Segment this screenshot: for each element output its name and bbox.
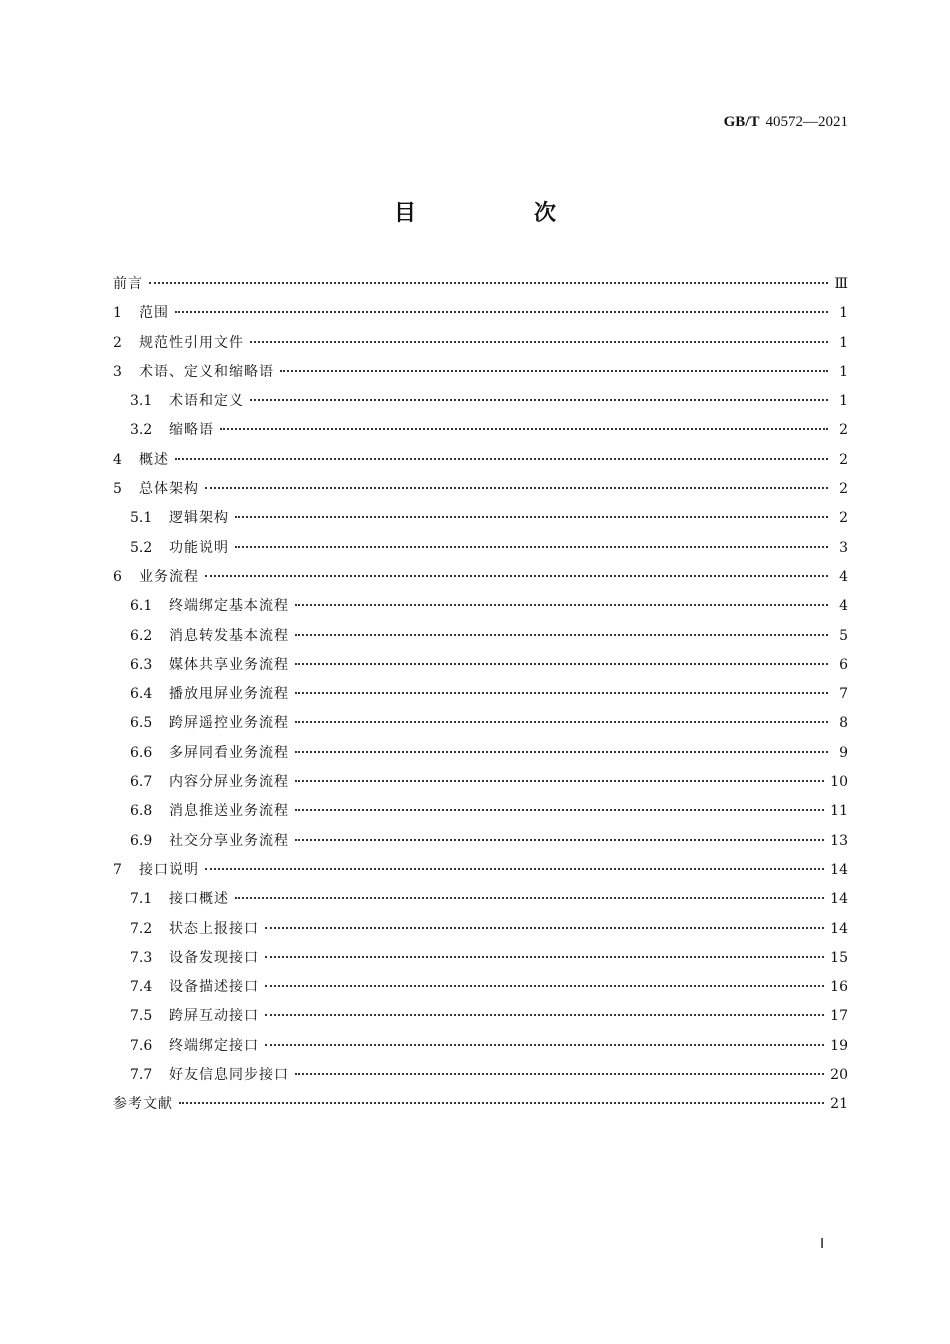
toc-entry-page: 1 <box>839 363 848 380</box>
table-of-contents <box>113 270 848 1120</box>
toc-entry[interactable] <box>113 944 848 973</box>
toc-entry-page: 9 <box>839 744 848 761</box>
toc-dot-leader <box>175 310 828 313</box>
toc-entry[interactable] <box>113 622 848 651</box>
toc-entry[interactable] <box>113 739 848 768</box>
standard-year-number: 40572—2021 <box>765 114 848 130</box>
toc-entry[interactable] <box>113 592 848 621</box>
toc-entry-number: 7.6 <box>130 1037 153 1054</box>
toc-dot-leader <box>280 369 828 372</box>
toc-entry-page: Ⅲ <box>834 276 848 292</box>
toc-entry-page: 2 <box>839 510 848 527</box>
toc-entry-label: 逻辑架构 <box>169 510 229 527</box>
toc-entry[interactable] <box>113 270 848 299</box>
toc-entry-page: 16 <box>830 979 848 996</box>
toc-entry-label: 功能说明 <box>169 539 229 556</box>
toc-entry-page: 20 <box>830 1067 848 1084</box>
toc-entry-page: 11 <box>830 803 848 820</box>
toc-dot-leader <box>265 926 824 929</box>
toc-entry[interactable] <box>113 504 848 533</box>
toc-dot-leader <box>265 1013 824 1016</box>
toc-entry-label: 缩略语 <box>169 422 214 439</box>
toc-entry-number: 6.9 <box>130 832 153 849</box>
toc-entry-page: 19 <box>830 1037 848 1054</box>
toc-entry[interactable] <box>113 885 848 914</box>
toc-dot-leader <box>295 808 824 811</box>
toc-entry-label: 消息转发基本流程 <box>169 627 289 644</box>
toc-entry-label: 范围 <box>139 305 169 322</box>
toc-entry-label: 术语和定义 <box>169 393 244 410</box>
toc-entry-page: 17 <box>830 1008 848 1025</box>
toc-entry-label: 跨屏互动接口 <box>169 1008 259 1025</box>
toc-entry[interactable] <box>113 387 848 416</box>
toc-entry-label: 多屏同看业务流程 <box>169 744 289 761</box>
toc-entry-page: 21 <box>830 1096 848 1113</box>
toc-entry-page: 14 <box>830 861 848 878</box>
toc-entry-label: 消息推送业务流程 <box>169 803 289 820</box>
toc-entry-number: 1 <box>113 305 122 322</box>
toc-entry[interactable] <box>113 329 848 358</box>
toc-entry-page: 14 <box>830 920 848 937</box>
toc-entry-number: 7.4 <box>130 979 153 996</box>
toc-dot-leader <box>179 1101 824 1104</box>
toc-entry[interactable] <box>113 446 848 475</box>
toc-dot-leader <box>295 1072 824 1075</box>
toc-dot-leader <box>235 545 828 548</box>
toc-entry-number: 4 <box>113 451 122 468</box>
toc-entry-page: 2 <box>839 481 848 498</box>
toc-dot-leader <box>295 662 828 665</box>
toc-entry-page: 6 <box>839 656 848 673</box>
toc-entry[interactable] <box>113 680 848 709</box>
toc-entry-page: 1 <box>839 393 848 410</box>
toc-dot-leader <box>265 984 824 987</box>
toc-entry-number: 6.3 <box>130 656 153 673</box>
toc-entry[interactable] <box>113 1002 848 1031</box>
page-number: Ⅰ <box>820 1237 825 1252</box>
toc-dot-leader <box>295 603 828 606</box>
toc-entry-page: 4 <box>839 598 848 615</box>
toc-entry-label: 总体架构 <box>139 481 199 498</box>
toc-entry-number: 7.3 <box>130 949 153 966</box>
toc-entry-page: 2 <box>839 422 848 439</box>
toc-dot-leader <box>149 281 828 284</box>
toc-entry-number: 6.8 <box>130 803 153 820</box>
toc-entry-number: 6.7 <box>130 774 153 791</box>
toc-entry-page: 10 <box>830 774 848 791</box>
toc-entry-label: 好友信息同步接口 <box>169 1067 289 1084</box>
toc-entry-label: 播放甩屏业务流程 <box>169 686 289 703</box>
toc-entry-number: 6 <box>113 568 122 585</box>
toc-entry-number: 7.7 <box>130 1067 153 1084</box>
toc-entry[interactable] <box>113 1061 848 1090</box>
toc-dot-leader <box>295 750 828 753</box>
toc-entry-page: 8 <box>839 715 848 732</box>
toc-entry-number: 6.2 <box>130 627 153 644</box>
toc-entry[interactable] <box>113 358 848 387</box>
toc-entry[interactable] <box>113 1090 848 1119</box>
toc-dot-leader <box>250 398 828 401</box>
toc-entry-number: 2 <box>113 334 122 351</box>
toc-entry-page: 4 <box>839 568 848 585</box>
toc-dot-leader <box>235 896 824 899</box>
toc-entry[interactable] <box>113 1032 848 1061</box>
toc-entry-number: 6.1 <box>130 598 153 615</box>
toc-entry[interactable] <box>113 534 848 563</box>
toc-entry-label: 术语、定义和缩略语 <box>139 363 274 380</box>
toc-entry-number: 5.1 <box>130 510 153 527</box>
toc-entry-label: 终端绑定基本流程 <box>169 598 289 615</box>
toc-entry[interactable] <box>113 709 848 738</box>
toc-dot-leader <box>295 720 828 723</box>
toc-dot-leader <box>235 515 828 518</box>
toc-entry-label: 内容分屏业务流程 <box>169 774 289 791</box>
toc-entry-label: 设备描述接口 <box>169 979 259 996</box>
toc-entry-page: 2 <box>839 451 848 468</box>
toc-dot-leader <box>295 691 828 694</box>
toc-entry-label: 业务流程 <box>139 568 199 585</box>
toc-entry-page: 15 <box>830 949 848 966</box>
standard-code: GB/T <box>723 114 760 130</box>
toc-entry-number: 5 <box>113 481 122 498</box>
toc-entry-number: 6.5 <box>130 715 153 732</box>
page-title: 目 次 <box>393 201 604 226</box>
toc-entry[interactable] <box>113 856 848 885</box>
toc-entry[interactable] <box>113 827 848 856</box>
standard-number <box>724 114 848 131</box>
toc-entry-number: 7.2 <box>130 920 153 937</box>
toc-entry[interactable] <box>113 915 848 944</box>
toc-entry[interactable] <box>113 651 848 680</box>
toc-dot-leader <box>175 457 828 460</box>
toc-entry-page: 1 <box>839 334 848 351</box>
toc-entry-label: 概述 <box>139 451 169 468</box>
toc-dot-leader <box>250 340 828 343</box>
toc-dot-leader <box>205 486 828 489</box>
toc-entry[interactable] <box>113 416 848 445</box>
toc-entry-number: 6.6 <box>130 744 153 761</box>
toc-dot-leader <box>220 427 828 430</box>
toc-dot-leader <box>295 633 828 636</box>
toc-entry-page: 13 <box>830 832 848 849</box>
toc-entry[interactable] <box>113 797 848 826</box>
toc-entry-label: 社交分享业务流程 <box>169 832 289 849</box>
toc-entry-label: 参考文献 <box>113 1096 173 1113</box>
toc-entry-number: 7 <box>113 861 122 878</box>
toc-entry-page: 3 <box>839 539 848 556</box>
toc-dot-leader <box>205 574 828 577</box>
toc-entry-page: 14 <box>830 891 848 908</box>
toc-entry[interactable] <box>113 475 848 504</box>
toc-entry[interactable] <box>113 973 848 1002</box>
toc-entry-number: 3 <box>113 363 122 380</box>
toc-entry-number: 7.1 <box>130 891 153 908</box>
toc-entry-label: 接口概述 <box>169 891 229 908</box>
toc-entry-label: 跨屏遥控业务流程 <box>169 715 289 732</box>
toc-entry-label: 媒体共享业务流程 <box>169 656 289 673</box>
toc-entry-number: 6.4 <box>130 686 153 703</box>
toc-dot-leader <box>265 1043 824 1046</box>
toc-entry-page: 5 <box>839 627 848 644</box>
toc-dot-leader <box>205 867 824 870</box>
toc-entry-label: 规范性引用文件 <box>139 334 244 351</box>
toc-entry[interactable] <box>113 768 848 797</box>
toc-entry-page: 1 <box>839 305 848 322</box>
toc-entry-label: 接口说明 <box>139 861 199 878</box>
toc-entry-number: 3.2 <box>130 422 153 439</box>
toc-entry-number: 5.2 <box>130 539 153 556</box>
toc-entry[interactable] <box>113 299 848 328</box>
toc-entry[interactable] <box>113 563 848 592</box>
toc-entry-number: 3.1 <box>130 393 153 410</box>
toc-entry-page: 7 <box>839 686 848 703</box>
toc-entry-label: 终端绑定接口 <box>169 1037 259 1054</box>
toc-entry-label: 设备发现接口 <box>169 949 259 966</box>
toc-entry-number: 7.5 <box>130 1008 153 1025</box>
toc-entry-label: 状态上报接口 <box>169 920 259 937</box>
toc-entry-label: 前言 <box>113 276 143 292</box>
toc-dot-leader <box>295 779 824 782</box>
toc-dot-leader <box>265 955 824 958</box>
toc-dot-leader <box>295 838 824 841</box>
